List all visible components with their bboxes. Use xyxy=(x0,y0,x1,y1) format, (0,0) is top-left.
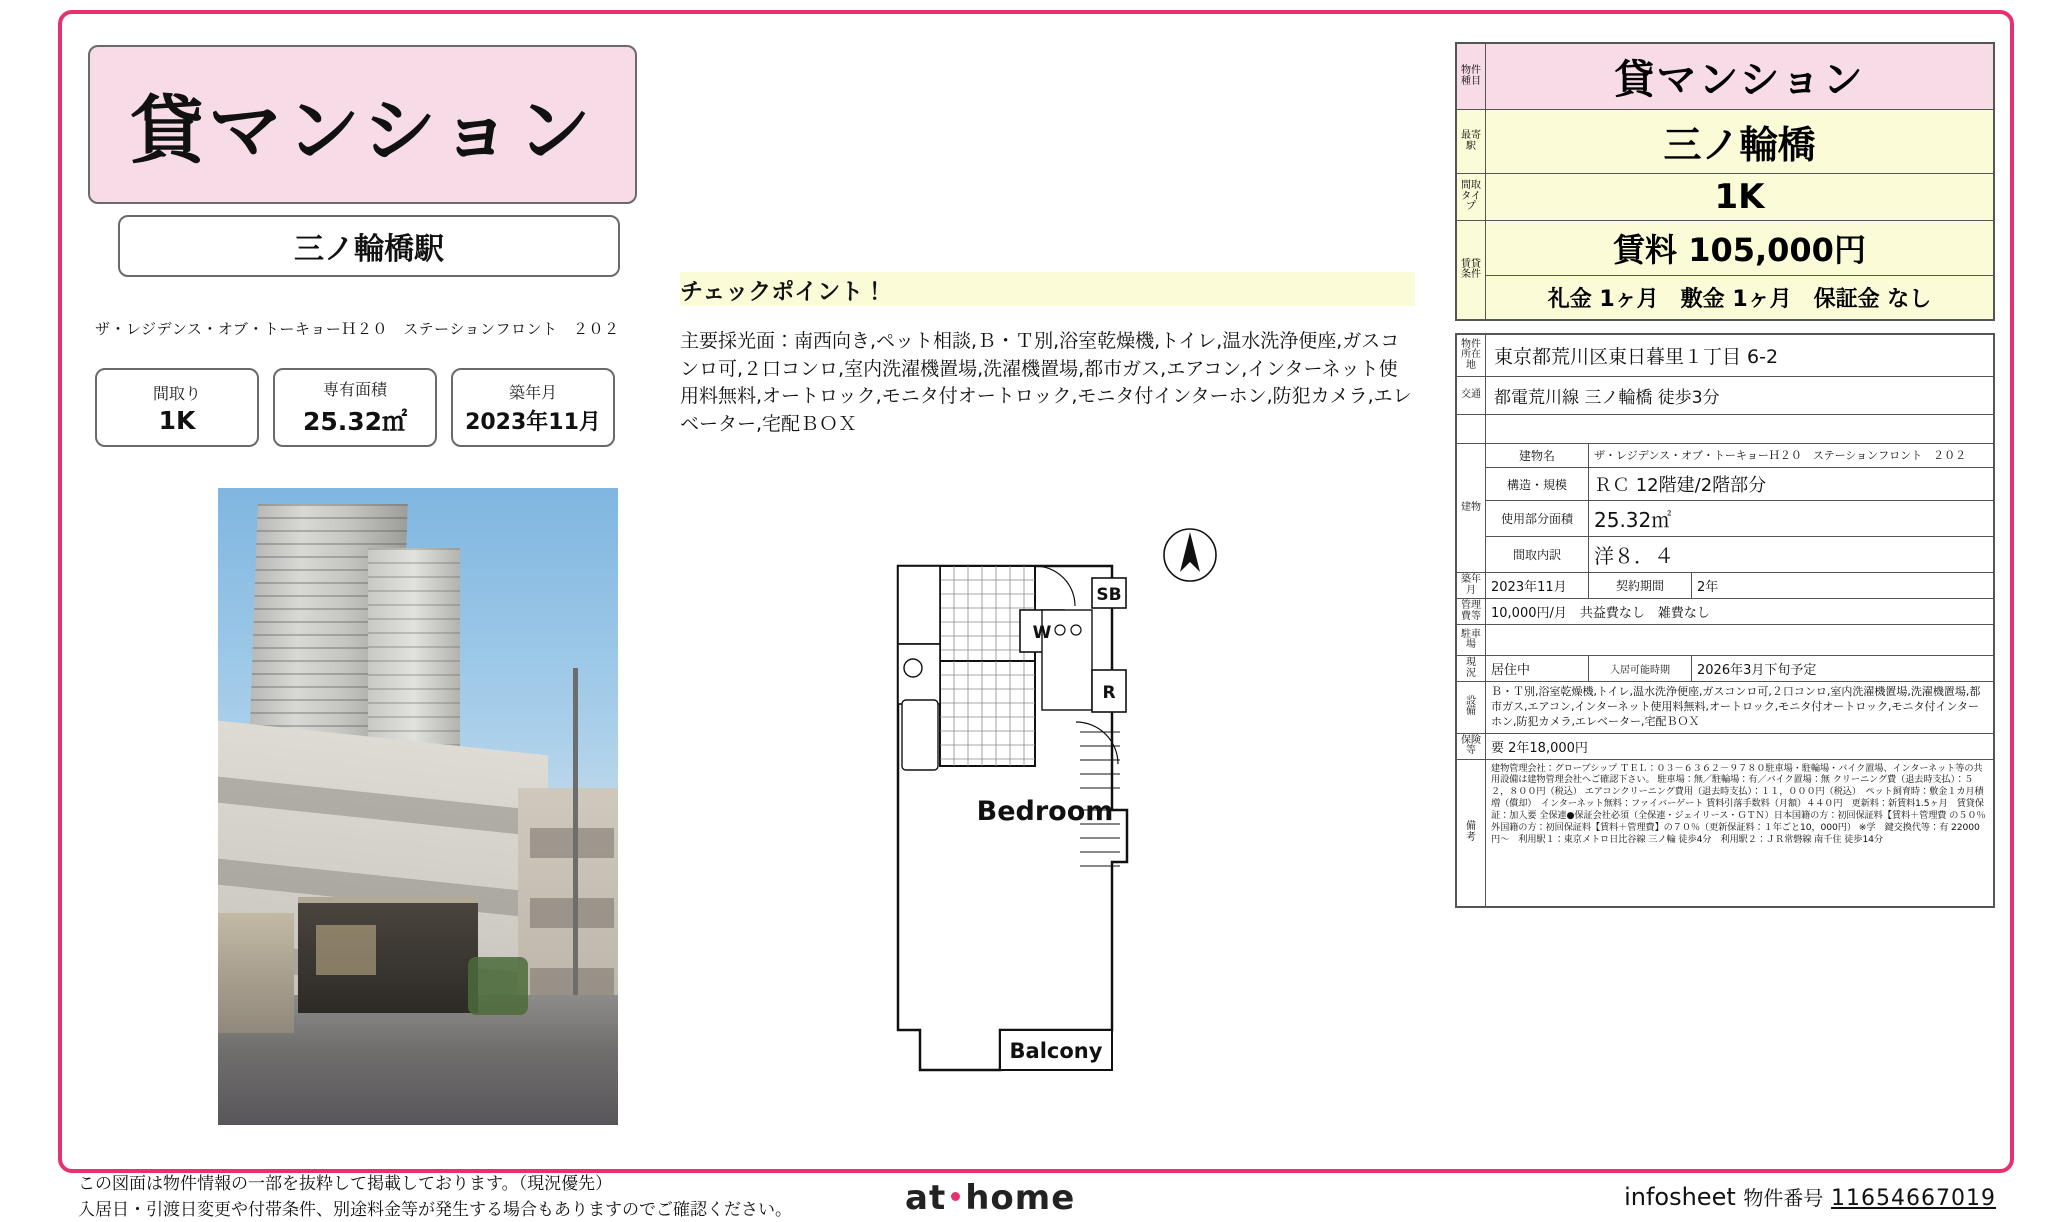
detail-row-rooms xyxy=(1456,537,1994,573)
detail-label-movein: 入居可能時期 xyxy=(1589,656,1692,682)
detail-value-access-blank xyxy=(1486,415,1995,444)
floorplan-label-w: W xyxy=(1032,623,1052,643)
detail-label-insurance: 保険等 xyxy=(1456,733,1486,759)
detail-label-remarks: 備 考 xyxy=(1456,759,1486,907)
detail-sublabel-rooms: 間取内訳 xyxy=(1486,537,1589,573)
detail-label-built: 築年月 xyxy=(1456,573,1486,599)
spec-card-area-label: 専有面積 xyxy=(322,380,387,399)
detail-row-insurance xyxy=(1456,733,1994,759)
detail-sublabel-area: 使用部分面積 xyxy=(1486,501,1589,537)
summary-label-type: 物件種目 xyxy=(1456,43,1486,110)
station-title xyxy=(118,215,620,277)
detail-value-access: 都電荒川線 三ノ輪橋 徒歩3分 xyxy=(1486,377,1995,415)
spec-card-layout xyxy=(95,368,259,447)
detail-row-built xyxy=(1456,573,1994,599)
floorplan-label-sb: SB xyxy=(1096,585,1122,605)
detail-label-building: 建物 xyxy=(1456,444,1486,573)
detail-row-remarks xyxy=(1456,759,1994,907)
detail-row-status xyxy=(1456,656,1994,682)
detail-label-access: 交通 xyxy=(1456,377,1486,415)
checkpoint-body: 主要採光面：南西向き,ペット相談,Ｂ・Ｔ別,浴室乾燥機,トイレ,温水洗浄便座,ガスコンロ可,２口コンロ,室内洗濯機置場,洗濯機置場,都市ガス,エアコン,インターネット使用料無料,オートロック,モニタ付オートロック,モニタ付インターホン,防犯カメラ,エレベーター,宅配ＢＯＸ xyxy=(680,330,1412,435)
detail-value-built: 2023年11月 xyxy=(1486,573,1589,599)
property-type-text: 貸マンション xyxy=(130,87,595,174)
detail-value-rooms: 洋８．４ xyxy=(1589,537,1995,573)
detail-sublabel-structure: 構造・規模 xyxy=(1486,468,1589,501)
detail-value-status: 居住中 xyxy=(1486,656,1589,682)
detail-table xyxy=(1455,333,1995,908)
detail-label-address: 物件所在地 xyxy=(1456,334,1486,377)
detail-value-mgmt: 10,000円/月 共益費なし 雑費なし xyxy=(1486,599,1995,625)
right-panel xyxy=(1455,42,1995,908)
infosheet-label: infosheet xyxy=(1624,1183,1736,1211)
property-type-title xyxy=(88,45,637,204)
summary-row-layout xyxy=(1456,174,1994,221)
detail-value-movein: 2026年3月下旬予定 xyxy=(1692,656,1995,682)
summary-value-rent: 賃料 105,000円 xyxy=(1486,221,1995,276)
detail-value-structure: ＲＣ 12階建/2階部分 xyxy=(1589,468,1995,501)
detail-sublabel-building-name: 建物名 xyxy=(1486,444,1589,468)
detail-row-access xyxy=(1456,377,1994,415)
checkpoint-title xyxy=(680,272,1415,306)
athome-logo-right: home xyxy=(965,1178,1076,1218)
spec-card-built xyxy=(451,368,615,447)
spec-card-row xyxy=(95,368,615,447)
property-number-value: 11654667019 xyxy=(1831,1186,1996,1211)
station-text: 三ノ輪橋駅 xyxy=(294,232,444,267)
checkpoint-title-text: チェックポイント！ xyxy=(680,278,887,305)
summary-label-layout: 間取タイプ xyxy=(1456,174,1486,221)
spec-card-area-value: 25.32㎡ xyxy=(302,407,408,436)
detail-row-building-name xyxy=(1456,444,1994,468)
athome-logo-dot xyxy=(951,1192,960,1201)
floor-plan xyxy=(880,510,1300,1120)
infosheet-footer xyxy=(1624,1182,1996,1211)
detail-row-parking xyxy=(1456,625,1994,656)
detail-value-remarks: 建物管理会社：グローブシップ ＴＥＬ：０３－６３６２－９７８０駐車場・駐輪場・バイク置場、インターネット等の共用設備は建物管理会社へご確認下さい。 駐車場：無／駐輪場：有／バイク置場：無 クリーニング費（退去時支払）：５２，８００円（税込） エアコンクリーニング費用（退去時支払）：１１，０００円（税込） ペット飼育時：敷金１カ月積増（償却） インターネット無料：ファイバーゲート 賃料引落手数料（月額）４４０円 更新料：新賃料1.5ヶ月 賃貸保証：加入要 全保連●保証会社必須（全保連・ジェイリース・ＧＴＮ）日本国籍の方：初回保証料【賃料＋管理費 の５０％ 外国籍の方：初回保証料【賃料＋管理費】の７０％（更新保証料：１年ごと10，000円） ※学 鍵交換代等：有 22000円～ 利用駅１：東京メトロ日比谷線 三ノ輪 徒歩4分 利用駅２：ＪＲ常磐線 南千住 徒歩14分 xyxy=(1486,759,1995,907)
summary-value-type: 貸マンション xyxy=(1486,43,1995,110)
detail-label-parking: 駐車場 xyxy=(1456,625,1486,656)
floorplan-room-bedroom: Bedroom xyxy=(976,796,1114,827)
detail-value-address: 東京都荒川区東日暮里１丁目 6-2 xyxy=(1486,334,1995,377)
athome-logo xyxy=(905,1178,1075,1218)
detail-row-mgmt xyxy=(1456,599,1994,625)
detail-label-equipment: 設 備 xyxy=(1456,682,1486,734)
athome-logo-left: at xyxy=(905,1178,947,1218)
summary-value-station: 三ノ輪橋 xyxy=(1486,110,1995,174)
detail-label-contract: 契約期間 xyxy=(1589,573,1692,599)
floorplan-label-r: R xyxy=(1102,683,1116,703)
detail-row-access-blank xyxy=(1456,415,1994,444)
summary-row-type xyxy=(1456,43,1994,110)
detail-value-building-name: ザ・レジデンス・オブ・トーキョーＨ２０ ステーションフロント ２０２ xyxy=(1589,444,1995,468)
spec-card-built-label: 築年月 xyxy=(508,382,557,402)
property-number-label: 物件番号 xyxy=(1743,1186,1824,1210)
detail-label-status: 現 況 xyxy=(1456,656,1486,682)
detail-value-equipment: Ｂ・Ｔ別,浴室乾燥機,トイレ,温水洗浄便座,ガスコンロ可,２口コンロ,室内洗濯機置場,洗濯機置場,都市ガス,エアコン,インターネット使用料無料,オートロック,モニタ付オートロック,モニタ付インターホン,防犯カメラ,エレベーター,宅配ＢＯＸ xyxy=(1486,682,1995,734)
summary-table xyxy=(1455,42,1995,321)
building-photo xyxy=(218,488,618,1125)
spec-card-layout-label: 間取り xyxy=(152,383,201,403)
summary-row-deposit xyxy=(1456,276,1994,321)
detail-value-parking xyxy=(1486,625,1995,656)
photo-greenery xyxy=(468,957,528,1015)
spec-card-built-value: 2023年11月 xyxy=(465,409,601,435)
summary-row-rent xyxy=(1456,221,1994,276)
detail-row-structure xyxy=(1456,468,1994,501)
detail-row-area xyxy=(1456,501,1994,537)
detail-label-mgmt: 管理費等 xyxy=(1456,599,1486,625)
building-name-line: ザ・レジデンス・オブ・トーキョーＨ２０ ステーションフロント ２０２ xyxy=(95,320,620,338)
detail-label-access-blank xyxy=(1456,415,1486,444)
photo-entrance xyxy=(298,897,478,1013)
detail-row-address xyxy=(1456,334,1994,377)
floorplan-room-balcony: Balcony xyxy=(1009,1039,1103,1063)
footer-note-line1: この図面は物件情報の一部を抜粋して掲載しております。（現況優先） xyxy=(78,1174,613,1194)
detail-value-insurance: 要 2年18,000円 xyxy=(1486,733,1995,759)
summary-value-deposit: 礼金 1ヶ月 敷金 1ヶ月 保証金 なし xyxy=(1486,276,1995,321)
photo-left-wall xyxy=(218,913,294,1033)
detail-row-equipment xyxy=(1456,682,1994,734)
spec-card-layout-value: 1K xyxy=(158,405,196,435)
summary-row-station xyxy=(1456,110,1994,174)
summary-label-station: 最寄駅 xyxy=(1456,110,1486,174)
footer-note-line2: 入居日・引渡日変更や付帯条件、別途料金等が発生する場合もありますのでご確認ください。 xyxy=(78,1199,792,1220)
detail-value-contract: 2年 xyxy=(1692,573,1995,599)
summary-value-layout: 1K xyxy=(1486,174,1995,221)
spec-card-area xyxy=(273,368,437,447)
detail-value-area: 25.32㎡ xyxy=(1589,501,1995,537)
summary-label-rent: 賃貸条件 xyxy=(1456,221,1486,321)
floor-plan-svg xyxy=(880,510,1300,1120)
